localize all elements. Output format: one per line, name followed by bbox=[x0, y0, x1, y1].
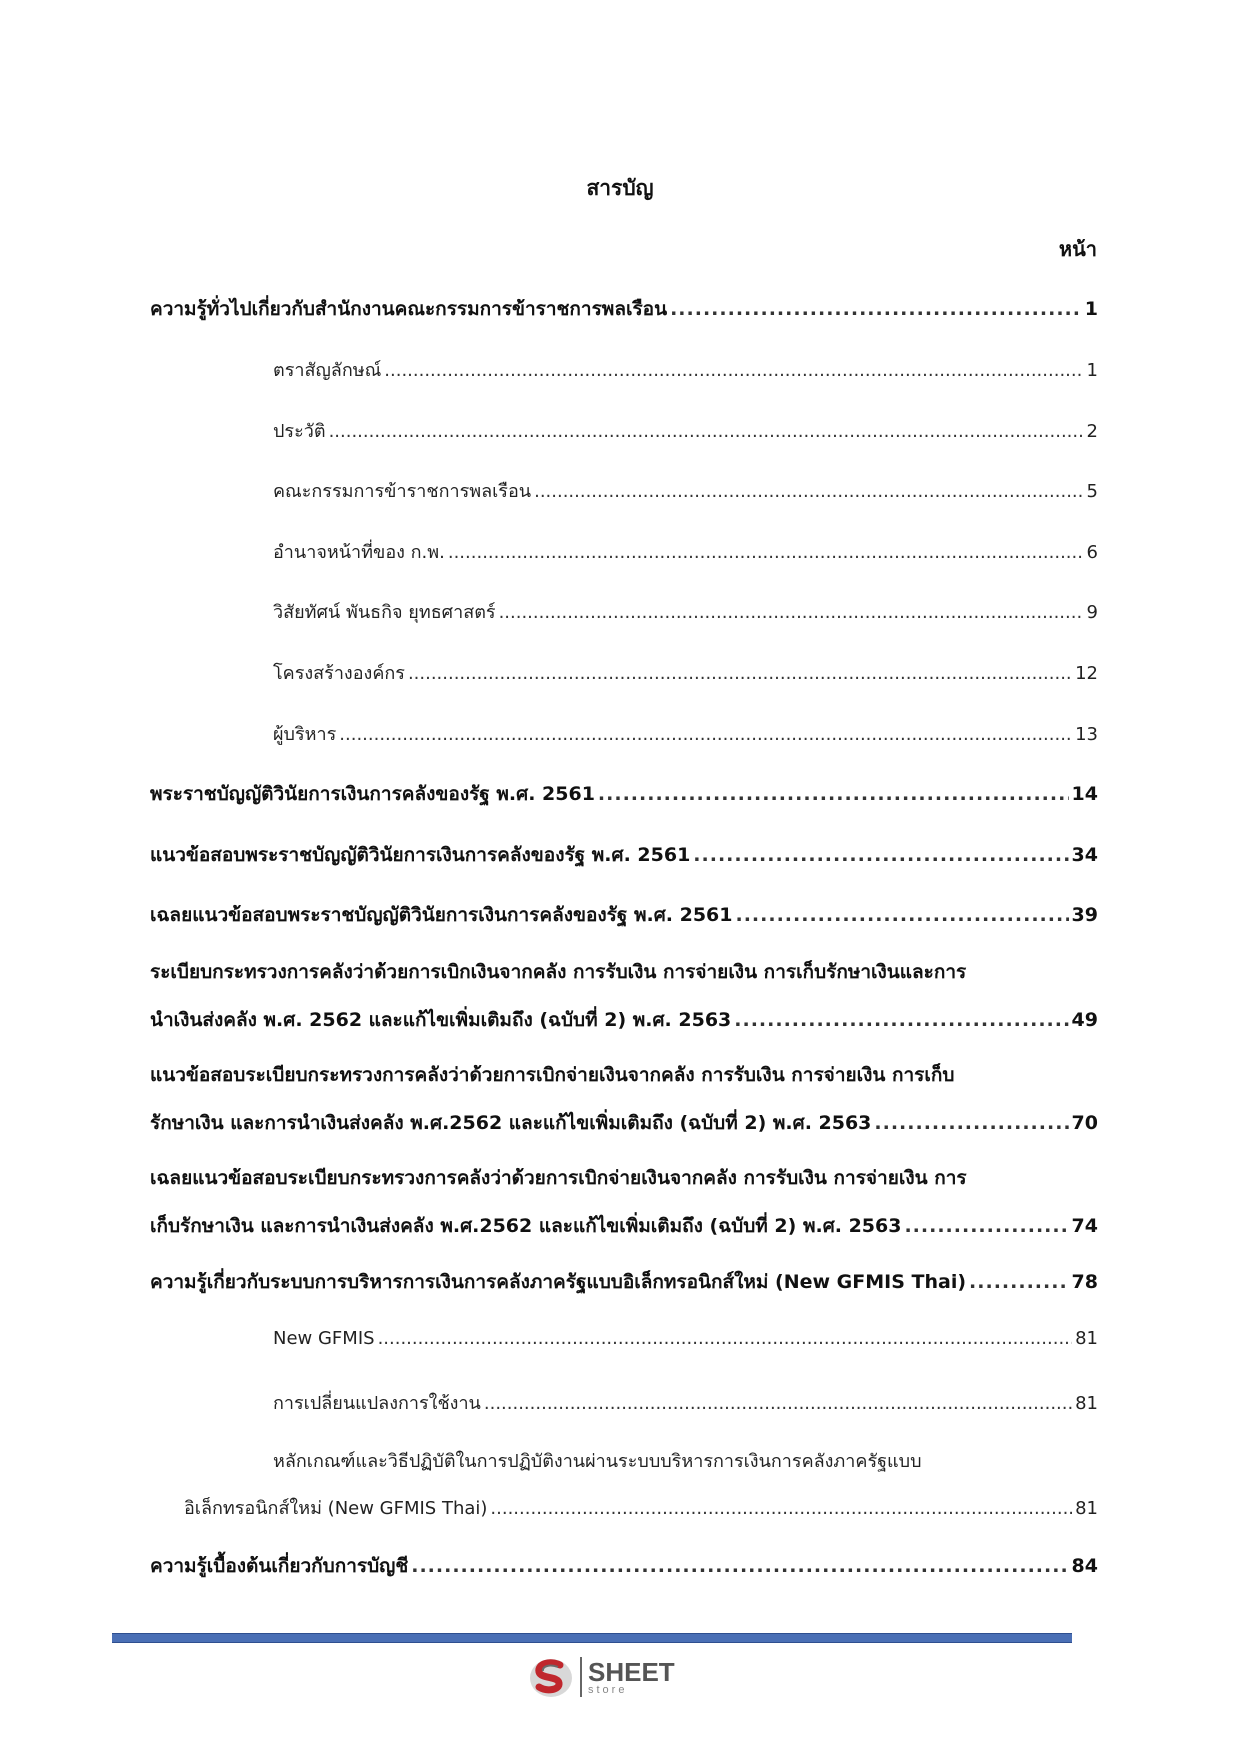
toc-entry-page: 49 bbox=[1071, 1009, 1098, 1031]
toc-entry-title: อิเล็กทรอนิกส์ใหม่ (New GFMIS Thai) bbox=[184, 1498, 488, 1519]
toc-entry-title: ความรู้ทั่วไปเกี่ยวกับสำนักงานคณะกรรมการข้าราชการพลเรือน bbox=[150, 298, 668, 320]
toc-leader-dots bbox=[484, 1393, 1072, 1414]
logo-subtext: store bbox=[588, 1683, 628, 1696]
toc-entry-title: รักษาเงิน และการนำเงินส่งคลัง พ.ศ.2562 และแก้ไขเพิ่มเติมถึง (ฉบับที่ 2) พ.ศ. 2563 bbox=[150, 1112, 872, 1134]
toc-entry[interactable] bbox=[150, 900, 1098, 930]
toc-entry-page: 9 bbox=[1086, 602, 1098, 623]
toc-leader-dots bbox=[736, 904, 1069, 926]
toc-leader-dots bbox=[734, 1009, 1068, 1031]
toc-entry-title-line1: แนวข้อสอบระเบียบกระทรวงการคลังว่าด้วยการเบิกจ่ายเงินจากคลัง การรับเงิน การจ่ายเงิน การเก็บ bbox=[150, 1064, 955, 1086]
toc-leader-dots bbox=[408, 663, 1072, 684]
toc-leader-dots bbox=[448, 542, 1084, 563]
toc-entry-page: 1 bbox=[1084, 298, 1098, 320]
toc-entry-page: 78 bbox=[1071, 1271, 1098, 1293]
toc-entry-page: 81 bbox=[1075, 1498, 1098, 1519]
toc-entry-title: โครงสร้างองค์กร bbox=[273, 663, 405, 684]
toc-subentry[interactable] bbox=[150, 1328, 1098, 1349]
toc-entry-title: แนวข้อสอบพระราชบัญญัติวินัยการเงินการคลังของรัฐ พ.ศ. 2561 bbox=[150, 844, 691, 866]
toc-leader-dots bbox=[490, 1498, 1072, 1519]
toc-entry-title: วิสัยทัศน์ พันธกิจ ยุทธศาสตร์ bbox=[273, 602, 496, 623]
toc-entry-title: New GFMIS bbox=[273, 1328, 375, 1349]
toc-entry-page: 6 bbox=[1086, 542, 1098, 563]
toc-leader-dots bbox=[378, 1328, 1073, 1349]
toc-entry-title-line1: ระเบียบกระทรวงการคลังว่าด้วยการเบิกเงินจากคลัง การรับเงิน การจ่ายเงิน การเก็บรักษาเงินและการ bbox=[150, 961, 967, 983]
toc-entry-page: 74 bbox=[1071, 1215, 1098, 1237]
toc-leader-dots bbox=[598, 783, 1069, 805]
toc-entry-title: นำเงินส่งคลัง พ.ศ. 2562 และแก้ไขเพิ่มเติมถึง (ฉบับที่ 2) พ.ศ. 2563 bbox=[150, 1009, 732, 1031]
toc-leader-dots bbox=[670, 298, 1082, 320]
toc-subentry[interactable] bbox=[150, 1388, 1098, 1417]
toc-entry[interactable] bbox=[150, 1551, 1098, 1581]
toc-entry[interactable] bbox=[150, 1060, 1098, 1138]
toc-leader-dots bbox=[904, 1215, 1068, 1237]
toc-leader-dots bbox=[329, 421, 1084, 442]
toc-entry-title: เฉลยแนวข้อสอบพระราชบัญญัติวินัยการเงินการคลังของรัฐ พ.ศ. 2561 bbox=[150, 904, 733, 926]
toc-entry-title-line1: เฉลยแนวข้อสอบระเบียบกระทรวงการคลังว่าด้วยการเบิกจ่ายเงินจากคลัง การรับเงิน การจ่ายเงิน การ bbox=[150, 1167, 967, 1189]
footer-rule bbox=[112, 1633, 1072, 1643]
toc-subentry[interactable] bbox=[150, 597, 1098, 626]
toc-leader-dots bbox=[874, 1112, 1068, 1134]
sheet-store-logo bbox=[528, 1652, 718, 1702]
toc-subentry[interactable] bbox=[150, 476, 1098, 505]
toc-entry-page: 2 bbox=[1086, 421, 1098, 442]
toc-entry-page: 34 bbox=[1071, 844, 1098, 866]
toc-entry-title-line1: หลักเกณฑ์และวิธีปฏิบัติในการปฏิบัติงานผ่านระบบบริหารการเงินการคลังภาครัฐแบบ bbox=[273, 1451, 922, 1472]
toc-leader-dots bbox=[969, 1271, 1069, 1293]
toc-subentry[interactable] bbox=[150, 658, 1098, 687]
toc-entry-page: 39 bbox=[1071, 904, 1098, 926]
toc-entry[interactable] bbox=[150, 957, 1098, 1035]
toc-entry-title: คณะกรรมการข้าราชการพลเรือน bbox=[273, 481, 532, 502]
toc-subentry[interactable] bbox=[150, 719, 1098, 748]
toc-leader-dots bbox=[384, 360, 1083, 381]
toc-entry-page: 70 bbox=[1071, 1112, 1098, 1134]
toc-entry-title: ความรู้เบื้องต้นเกี่ยวกับการบัญชี bbox=[150, 1555, 409, 1577]
toc-entry-title: อำนาจหน้าที่ของ ก.พ. bbox=[273, 542, 445, 563]
logo-divider bbox=[580, 1657, 582, 1697]
toc-entry-title: พระราชบัญญัติวินัยการเงินการคลังของรัฐ พ.ศ. 2561 bbox=[150, 783, 595, 805]
toc-subentry[interactable] bbox=[150, 537, 1098, 566]
sheet-store-logo-icon bbox=[528, 1654, 574, 1700]
toc-leader-dots bbox=[693, 844, 1068, 866]
toc-entry-title: ประวัติ bbox=[273, 421, 326, 442]
toc-entry[interactable] bbox=[150, 1267, 1098, 1297]
toc-leader-dots bbox=[499, 602, 1084, 623]
toc-entry-page: 81 bbox=[1075, 1393, 1098, 1414]
page-title: สารบัญ bbox=[586, 176, 654, 200]
toc-entry-title: ความรู้เกี่ยวกับระบบการบริหารการเงินการคลังภาครัฐแบบอิเล็กทรอนิกส์ใหม่ (New GFMIS Thai) bbox=[150, 1271, 967, 1293]
toc-entry[interactable] bbox=[150, 1163, 1098, 1241]
page-column-label: หน้า bbox=[1058, 237, 1097, 261]
toc-leader-dots bbox=[339, 724, 1072, 745]
toc-subentry[interactable] bbox=[150, 355, 1098, 384]
toc-subentry[interactable] bbox=[150, 1446, 1098, 1522]
toc-entry[interactable] bbox=[150, 840, 1098, 870]
toc-entry[interactable] bbox=[150, 779, 1098, 809]
logo-wordmark: SHEET bbox=[588, 1656, 675, 1687]
toc-subentry[interactable] bbox=[150, 416, 1098, 445]
toc-entry-title: ผู้บริหาร bbox=[273, 724, 337, 745]
toc-entry-page: 1 bbox=[1086, 360, 1098, 381]
toc-entry[interactable] bbox=[150, 294, 1098, 324]
toc-entry-title: เก็บรักษาเงิน และการนำเงินส่งคลัง พ.ศ.2562 และแก้ไขเพิ่มเติมถึง (ฉบับที่ 2) พ.ศ. 2563 bbox=[150, 1215, 902, 1237]
toc-entry-page: 14 bbox=[1071, 783, 1098, 805]
toc-leader-dots bbox=[411, 1555, 1068, 1577]
toc-leader-dots bbox=[534, 481, 1083, 502]
toc-entry-page: 81 bbox=[1075, 1328, 1098, 1349]
toc-entry-page: 5 bbox=[1086, 481, 1098, 502]
toc-entry-title: การเปลี่ยนแปลงการใช้งาน bbox=[273, 1393, 481, 1414]
toc-entry-page: 13 bbox=[1075, 724, 1098, 745]
toc-entry-page: 84 bbox=[1071, 1555, 1098, 1577]
toc-entry-page: 12 bbox=[1075, 663, 1098, 684]
toc-entry-title: ตราสัญลักษณ์ bbox=[273, 360, 382, 381]
